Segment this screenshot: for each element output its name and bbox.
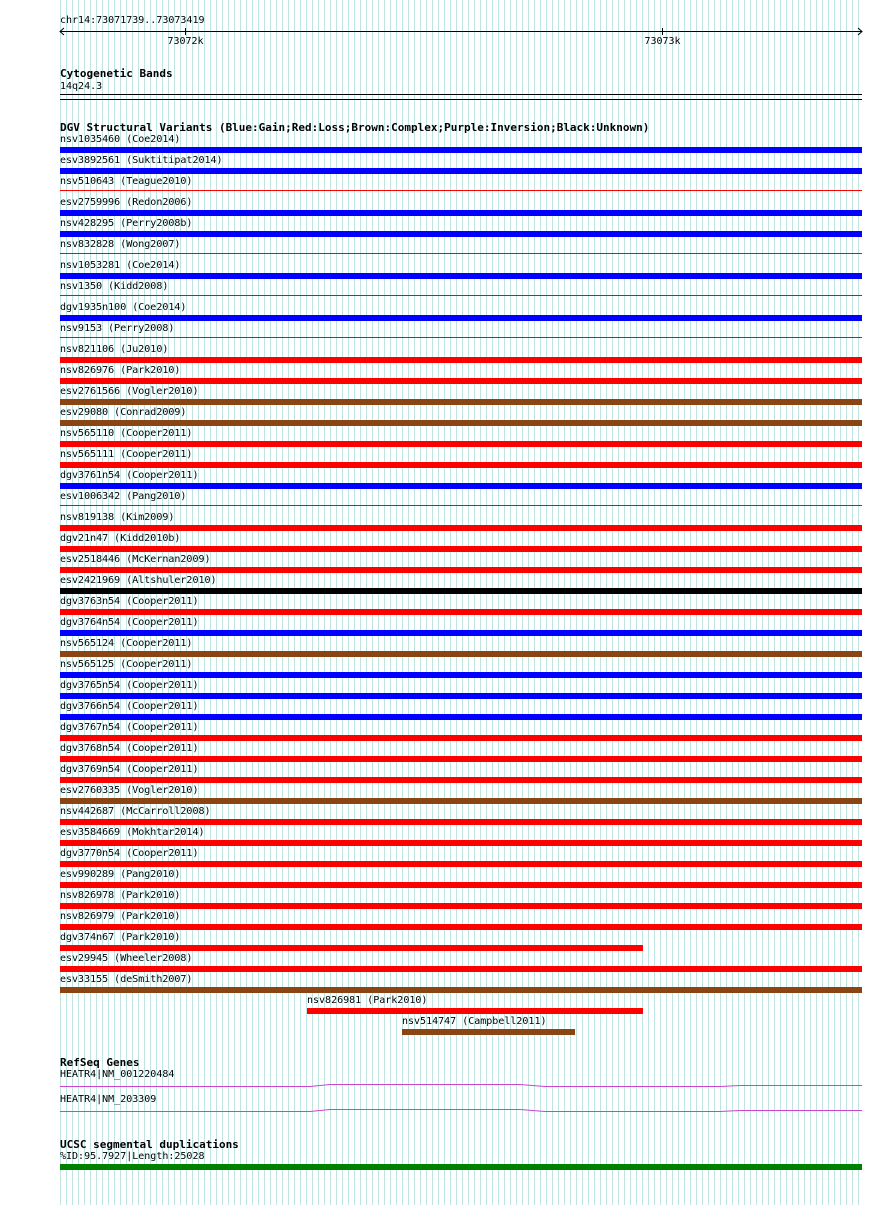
variant-label[interactable]: nsv565111 (Cooper2011) [60, 449, 193, 460]
variant-label[interactable]: nsv826978 (Park2010) [60, 890, 181, 901]
variant-label[interactable]: dgv21n47 (Kidd2010b) [60, 533, 181, 544]
variant-bar[interactable] [60, 168, 862, 174]
variant-label[interactable]: nsv1350 (Kidd2008) [60, 281, 169, 292]
variant-label[interactable]: nsv510643 (Teague2010) [60, 176, 193, 187]
variant-label[interactable]: nsv442687 (McCarroll2008) [60, 806, 211, 817]
variant-label[interactable]: esv2759996 (Redon2006) [60, 197, 193, 208]
variant-bar[interactable] [60, 399, 862, 405]
variant-bar[interactable] [60, 609, 862, 615]
variant-bar[interactable] [60, 945, 643, 951]
variant-label[interactable]: nsv9153 (Perry2008) [60, 323, 175, 334]
variant-bar[interactable] [60, 295, 862, 296]
variant-label[interactable]: esv2518446 (McKernan2009) [60, 554, 211, 565]
variant-bar[interactable] [60, 441, 862, 447]
segdup-title: UCSC segmental duplications [60, 1138, 239, 1151]
variant-label[interactable]: nsv1035460 (Coe2014) [60, 134, 181, 145]
ruler-scale[interactable] [0, 0, 890, 60]
variant-bar[interactable] [60, 630, 862, 636]
variant-bar[interactable] [60, 546, 862, 552]
gene-label[interactable]: HEATR4|NM_203309 [60, 1094, 157, 1105]
variant-label[interactable]: nsv826979 (Park2010) [60, 911, 181, 922]
cytoband-line-bottom [60, 99, 862, 100]
variant-bar[interactable] [60, 378, 862, 384]
variant-label[interactable]: dgv3768n54 (Cooper2011) [60, 743, 199, 754]
variant-bar[interactable] [60, 357, 862, 363]
variant-label[interactable]: esv2421969 (Altshuler2010) [60, 575, 217, 586]
variant-label[interactable]: esv2761566 (Vogler2010) [60, 386, 199, 397]
variant-bar[interactable] [60, 420, 862, 426]
variant-bar[interactable] [60, 861, 862, 867]
variant-bar[interactable] [60, 651, 862, 657]
variant-bar[interactable] [60, 714, 862, 720]
gene-label[interactable]: HEATR4|NM_001220484 [60, 1069, 175, 1080]
segdup-label[interactable]: %ID:95.7927|Length:25028 [60, 1151, 205, 1162]
variant-bar[interactable] [60, 462, 862, 468]
variant-label[interactable]: dgv3765n54 (Cooper2011) [60, 680, 199, 691]
gene-intron-line [60, 1110, 862, 1112]
variant-label[interactable]: esv1006342 (Pang2010) [60, 491, 187, 502]
variant-label[interactable]: nsv819138 (Kim2009) [60, 512, 175, 523]
variant-label[interactable]: dgv3763n54 (Cooper2011) [60, 596, 199, 607]
variant-label[interactable]: esv990289 (Pang2010) [60, 869, 181, 880]
variant-label[interactable]: nsv565110 (Cooper2011) [60, 428, 193, 439]
cytoband-title: Cytogenetic Bands [60, 67, 173, 80]
segdup-bar[interactable] [60, 1164, 862, 1170]
gene-model[interactable] [0, 1080, 890, 1090]
variant-bar[interactable] [60, 567, 862, 573]
variant-bar[interactable] [60, 147, 862, 153]
variant-bar[interactable] [60, 756, 862, 762]
variant-bar[interactable] [60, 315, 862, 321]
variant-bar[interactable] [60, 190, 862, 191]
variant-bar[interactable] [60, 735, 862, 741]
ruler-tick-label: 73073k [644, 36, 681, 47]
variant-label[interactable]: nsv428295 (Perry2008b) [60, 218, 193, 229]
variant-label[interactable]: nsv514747 (Campbell2011) [402, 1016, 547, 1027]
variant-label[interactable]: dgv1935n100 (Coe2014) [60, 302, 187, 313]
variant-bar[interactable] [60, 903, 862, 909]
variant-bar[interactable] [60, 253, 862, 254]
region-label: chr14:73071739..73073419 [60, 15, 205, 26]
variant-label[interactable]: dgv3767n54 (Cooper2011) [60, 722, 199, 733]
variant-label[interactable]: nsv1053281 (Coe2014) [60, 260, 181, 271]
variant-bar[interactable] [60, 840, 862, 846]
variant-bar[interactable] [60, 505, 862, 506]
refseq-title: RefSeq Genes [60, 1056, 140, 1069]
variant-bar[interactable] [402, 1029, 575, 1035]
variant-bar[interactable] [60, 777, 862, 783]
variant-label[interactable]: dgv3766n54 (Cooper2011) [60, 701, 199, 712]
variant-label[interactable]: dgv374n67 (Park2010) [60, 932, 181, 943]
variant-label[interactable]: dgv3770n54 (Cooper2011) [60, 848, 199, 859]
variant-label[interactable]: dgv3769n54 (Cooper2011) [60, 764, 199, 775]
variant-bar[interactable] [60, 798, 862, 804]
variant-bar[interactable] [60, 924, 862, 930]
variant-bar[interactable] [60, 693, 862, 699]
variant-bar[interactable] [60, 273, 862, 279]
gene-intron-line [60, 1085, 862, 1087]
variant-label[interactable]: esv3584669 (Mokhtar2014) [60, 827, 205, 838]
variant-label[interactable]: esv33155 (deSmith2007) [60, 974, 193, 985]
variant-label[interactable]: nsv826981 (Park2010) [307, 995, 428, 1006]
cytoband-label: 14q24.3 [60, 81, 103, 92]
variant-bar[interactable] [60, 882, 862, 888]
gene-model[interactable] [0, 1105, 890, 1115]
ruler-tick-label: 73072k [167, 36, 204, 47]
variant-bar[interactable] [60, 672, 862, 678]
dgv-title: DGV Structural Variants (Blue:Gain;Red:Loss;Brown:Complex;Purple:Inversion;Black:Unknown) [60, 121, 650, 134]
variant-label[interactable]: esv2760335 (Vogler2010) [60, 785, 199, 796]
variant-label[interactable]: nsv821106 (Ju2010) [60, 344, 169, 355]
variant-bar[interactable] [60, 483, 862, 489]
variant-bar[interactable] [60, 987, 862, 993]
variant-bar[interactable] [60, 525, 862, 531]
variant-bar[interactable] [60, 966, 862, 972]
cytoband-line-top [60, 94, 862, 95]
variant-bar[interactable] [60, 819, 862, 825]
variant-label[interactable]: nsv832828 (Wong2007) [60, 239, 181, 250]
variant-label[interactable]: esv3892561 (Suktitipat2014) [60, 155, 223, 166]
variant-bar[interactable] [60, 210, 862, 216]
variant-label[interactable]: dgv3764n54 (Cooper2011) [60, 617, 199, 628]
variant-label[interactable]: dgv3761n54 (Cooper2011) [60, 470, 199, 481]
variant-bar[interactable] [307, 1008, 643, 1014]
variant-bar[interactable] [60, 588, 862, 594]
variant-label[interactable]: nsv565124 (Cooper2011) [60, 638, 193, 649]
variant-label[interactable]: esv29080 (Conrad2009) [60, 407, 187, 418]
variant-label[interactable]: nsv565125 (Cooper2011) [60, 659, 193, 670]
variant-label[interactable]: esv29945 (Wheeler2008) [60, 953, 193, 964]
variant-label[interactable]: nsv826976 (Park2010) [60, 365, 181, 376]
variant-bar[interactable] [60, 231, 862, 237]
variant-bar[interactable] [60, 337, 862, 338]
